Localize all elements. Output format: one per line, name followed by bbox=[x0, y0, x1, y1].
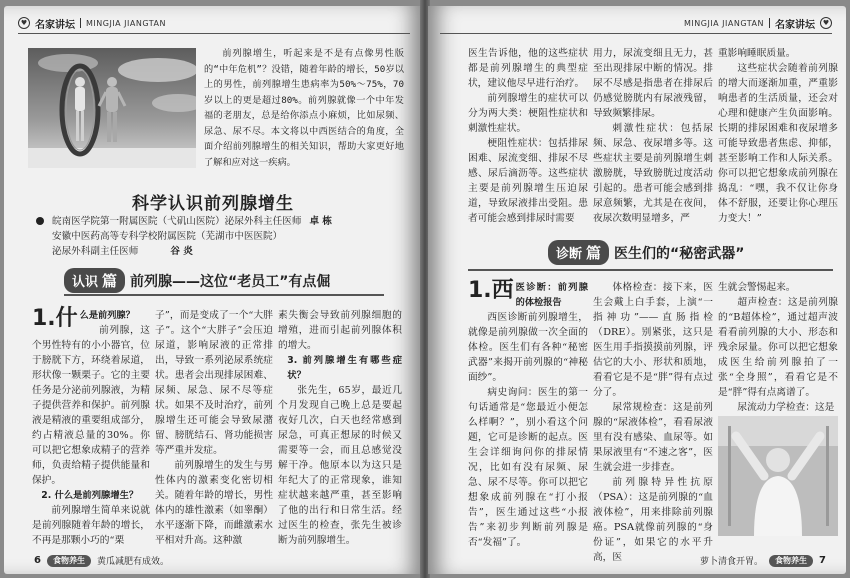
section-label-suffix: 篇 bbox=[102, 272, 118, 290]
header-rule bbox=[440, 33, 832, 34]
article-title: 科学认识前列腺增生 bbox=[132, 194, 294, 214]
column-tag: 名家讲坛 bbox=[775, 19, 815, 31]
section-heading-renshi bbox=[64, 268, 330, 293]
footer-slogan: 黄瓜减肥有成效。 bbox=[96, 557, 169, 567]
left-column-3 bbox=[278, 308, 402, 548]
section-heading-zhenduan bbox=[548, 240, 744, 265]
left-column-1 bbox=[32, 308, 150, 548]
q1-heading-text: 么是前列腺？ bbox=[79, 310, 135, 321]
right-column-1 bbox=[468, 46, 588, 226]
section-label-main: 诊断 bbox=[556, 247, 583, 262]
author-name: 卓 栋 bbox=[309, 216, 332, 227]
dropcap: 1.西 bbox=[468, 278, 514, 303]
author-affiliation: 泌尿外科副主任医师 bbox=[52, 246, 139, 257]
page-number: 6 bbox=[34, 555, 41, 566]
paragraph: 子”，而是变成了一个“大胖子”。这个“大胖子”会压迫尿道，影响尿液的正常排出，导致一系列泌尿系统症状。患者会出现排尿困难、尿频、尿急、尿不尽等症状。如果不及时治疗，前列腺增生还可能会导致尿潴留、膀胱结石、肾功能损害等严重并发症。 bbox=[155, 310, 273, 456]
section-rule bbox=[468, 269, 833, 271]
section-title: 医生们的“秘密武器” bbox=[614, 245, 745, 262]
heart-icon: ♥ bbox=[820, 17, 832, 29]
left-header bbox=[18, 16, 166, 30]
paragraph: 西医诊断前列腺增生，就像是前列腺做一次全面的体检。医生们有各种“秘密武器”来揭开前列腺的“神秘面纱”。 bbox=[468, 312, 588, 383]
footer-pill: 食物养生 bbox=[769, 555, 813, 567]
photo-illustration bbox=[718, 416, 838, 536]
left-footer bbox=[34, 554, 169, 567]
bullet-icon bbox=[36, 217, 44, 225]
paragraph: 病史询问：医生的第一句话通常是“您最近小便怎么样啊？”，别小看这个问题，它可是诊断的起点。医生会详细询问你的排尿情况，比如有没有尿频、尿急、尿不尽等。你可以把它想象成前列腺在“打小报告”，医生通过这些“小报告”来初步判断前列腺是否“发福”了。 bbox=[468, 387, 588, 548]
column-tag: 名家讲坛 bbox=[35, 19, 75, 31]
section-label-suffix: 篇 bbox=[586, 244, 602, 262]
paragraph: 超声检查：这是前列腺的“B超体检”，通过超声波看看前列腺的大小、形态和残余尿量。你可以把它想象成医生给前列腺拍了一张“全身照”，看看它是不是“胖”得有点离谱了。 bbox=[718, 297, 838, 398]
right-column-3 bbox=[718, 46, 838, 226]
right-page bbox=[428, 6, 846, 574]
paragraph: 尿常规检查：这是前列腺的“尿液体检”，看看尿液里有没有感染、血尿等。如果尿液里有“不速之客”，医生就会进一步排查。 bbox=[593, 402, 713, 473]
photo-illustration bbox=[28, 48, 196, 168]
q1-heading bbox=[32, 306, 150, 331]
left-page bbox=[4, 6, 422, 574]
paragraph: 前列腺增生的症状可以分为两大类：梗阻性症状和刺激性症状。 bbox=[468, 93, 588, 134]
elderly-man-photo bbox=[718, 416, 838, 536]
heart-icon: ♥ bbox=[18, 17, 30, 29]
section-title: 前列腺——这位“老员工”有点倔 bbox=[130, 273, 331, 290]
section-label bbox=[548, 240, 609, 265]
author-affiliation: 安徽中医药高等专科学校附属医院（芜湖市中医医院） bbox=[52, 231, 283, 242]
dropcap: 1.什 bbox=[32, 306, 78, 331]
header-divider bbox=[80, 18, 81, 28]
author-line-2 bbox=[36, 229, 406, 244]
paragraph: 前列腺，这个男性特有的小小器官，位于膀胱下方，环绕着尿道，形状像一颗栗子。它的主要任务是分泌前列腺液，为精子提供营养和保护。前列腺液是精液的重要组成部分，约占精液总量的30%。你可以把它想象成精子的营养师，负责给精子提供能量和保护。 bbox=[32, 325, 150, 486]
left-column-2 bbox=[155, 308, 273, 548]
right-bottom-column-3 bbox=[718, 280, 838, 415]
right-column-2 bbox=[593, 46, 713, 226]
right-bottom-column-1 bbox=[468, 280, 588, 550]
author-block bbox=[36, 214, 406, 259]
paragraph: 前列腺特异性抗原（PSA）：这是前列腺的“血液体检”，用来排除前列腺癌。PSA就像前列腺的“身份证”，如果它的水平升高，医 bbox=[593, 477, 713, 563]
right-bottom-column-2 bbox=[593, 280, 713, 565]
author-line-1 bbox=[36, 214, 406, 229]
paragraph: 医生告诉他，他的这些症状都是前列腺增生的典型症状，建议他尽早进行治疗。 bbox=[468, 48, 588, 89]
author-line-3 bbox=[36, 244, 406, 259]
paragraph: 重影响睡眠质量。 bbox=[718, 48, 796, 59]
q2-heading: 2. 什么是前列腺增生？ bbox=[41, 490, 139, 501]
paragraph: 刺激性症状：包括尿频、尿急、夜尿增多等。这些症状主要是前列腺增生刺激膀胱，导致膀胱过度活动引起的。患者可能会感到排尿意频繁，尤其是在夜间，夜尿次数明显增多，严 bbox=[593, 123, 713, 224]
intro-paragraph: 前列腺增生，听起来是不是有点像男性版的“中年危机”？没错，随着年龄的增长，50岁以上的男性，前列腺增生患病率为50%～75%，70岁以上的更是超过80%。前列腺就像一个中年发福的老朋友，总是给你添点小麻烦，比如尿频、尿急、尿不尽。本文将以中西医结合的角度，全面介绍前列腺增生的相关知识，帮助大家更好地了解和应对这一疾病。 bbox=[204, 48, 404, 168]
paragraph: 生就会警惕起来。 bbox=[718, 282, 796, 293]
paragraph: 梗阻性症状：包括排尿困难、尿流变细、排尿不尽感、尿后滴沥等。这些症状主要是前列腺增生压迫尿道，导致尿液排出受阻。患者可能会感到排尿时需要 bbox=[468, 138, 588, 224]
diag-heading-text: 医诊断：前列腺的体检报告 bbox=[515, 282, 588, 308]
paragraph: 张先生，65岁，最近几个月发现自己晚上总是要起夜好几次，白天也经常感到尿急，可真正想尿的时候又需要等一会，而且总感觉没解干净。他原本以为这只是年纪大了的正常现象，谁知症状越来越严重，甚至影响了他的出行和日常生活。经过医生的检查，张先生被诊断为前列腺增生。 bbox=[278, 385, 402, 546]
page-number: 7 bbox=[819, 555, 826, 566]
intro-text bbox=[204, 46, 404, 170]
paragraph: 尿流动力学检查：这是 bbox=[737, 402, 835, 413]
paragraph: 体格检查：接下来，医生会戴上白手套，上演“一指神功”——直肠指检（DRE）。别紧张，这只是医生用手指摸摸前列腺，评估它的大小、形状和质地，看看它是不是“胖”得有点过分了。 bbox=[593, 282, 713, 398]
paragraph: 前列腺增生简单来说就是前列腺随着年龄的增长，不再是那颗小巧的“栗 bbox=[32, 505, 150, 546]
section-rule bbox=[64, 294, 384, 296]
paragraph: 这些症状会随着前列腺的增大而逐渐加重，严重影响患者的生活质量，还会对心理和健康产生负面影响。长期的排尿困难和夜尿增多可能导致患者焦虑、抑郁，甚至影响工作和人际关系。你可以把它想象成前列腺在捣乱：“嘿，我不仅让你身体不舒服，还要让你心理压力变大！” bbox=[718, 63, 838, 224]
paragraph: 前列腺增生的发生与男性体内的激素变化密切相关。随着年龄的增长，男性体内的雄性激素（如睾酮）水平逐渐下降，而雌激素水平相对升高。这种激 bbox=[155, 460, 273, 546]
footer-slogan: 萝卜清食开胃。 bbox=[700, 557, 764, 567]
footer-pill: 食物养生 bbox=[47, 555, 91, 567]
right-header bbox=[684, 16, 832, 30]
diag-heading bbox=[468, 280, 588, 310]
header-rule bbox=[18, 33, 410, 34]
author-affiliation: 皖南医学院第一附属医院（弋矶山医院）泌尿外科主任医师 bbox=[52, 216, 302, 227]
right-footer bbox=[700, 554, 826, 567]
author-name: 谷 炎 bbox=[170, 246, 193, 257]
column-pinyin: MINGJIA JIANGTAN bbox=[86, 18, 166, 28]
article-photo bbox=[28, 48, 196, 168]
section-label bbox=[64, 268, 125, 293]
column-pinyin: MINGJIA JIANGTAN bbox=[684, 18, 764, 28]
paragraph: 用力，尿流变细且无力，甚至出现排尿中断的情况。排尿不尽感是指患者在排尿后仍感觉膀胱内有尿液残留，导致频繁排尿。 bbox=[593, 48, 713, 119]
section-label-main: 认识 bbox=[72, 275, 99, 290]
paragraph: 素失衡会导致前列腺细胞的增殖，进而引起前列腺体积的增大。 bbox=[278, 310, 402, 351]
q3-heading: 3. 前列腺增生有哪些症状？ bbox=[287, 355, 402, 381]
header-divider bbox=[769, 18, 770, 28]
